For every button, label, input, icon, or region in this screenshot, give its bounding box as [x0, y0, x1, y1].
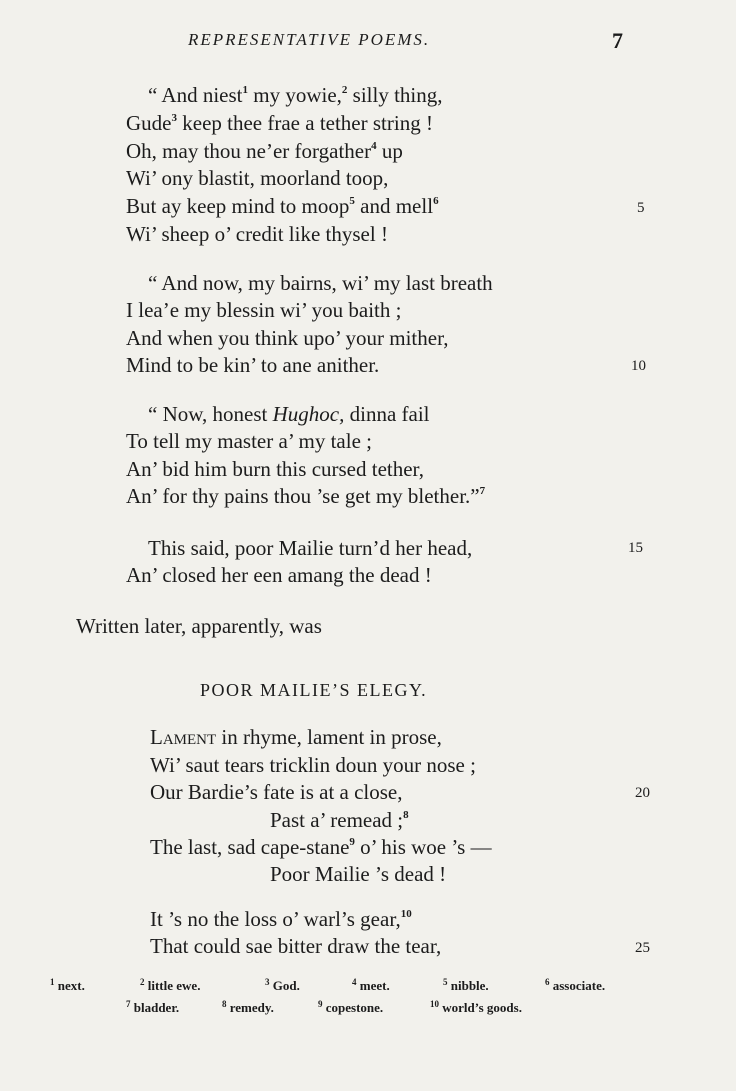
running-header: REPRESENTATIVE POEMS.: [188, 30, 431, 49]
prose-line: Written later, apparently, was: [76, 614, 322, 638]
poem-line: I lea’e my blessin wi’ you baith ;: [126, 298, 402, 322]
footnote: $^3$ God.: [265, 977, 300, 993]
footnote: $^5$ nibble.: [443, 977, 489, 993]
footnote-ref: 2: [341, 84, 348, 96]
poem-line: Lament in rhyme, lament in prose,: [150, 725, 442, 749]
poem-line: But ay keep mind to moop$^5$ and mell$^6$: [126, 194, 439, 218]
poem-line: “ Now, honest Hughoc, dinna fail: [148, 402, 430, 426]
poem-line: It ’s no the loss o’ warl’s gear,$^{10}$: [150, 907, 412, 931]
poem-line: Wi’ ony blastit, moorland toop,: [126, 166, 389, 190]
footnote: $^4$ meet.: [352, 977, 390, 993]
footnote-ref: 4: [371, 140, 377, 152]
line-number: 15: [628, 540, 643, 556]
footnote: $^1$ next.: [50, 977, 85, 993]
poem-line: Oh, may thou ne’er forgather$^4$ up: [126, 139, 403, 163]
footnote-ref: 9: [349, 836, 355, 848]
name-italic: Hughoc,: [272, 402, 345, 426]
poem-line: To tell my master a’ my tale ;: [126, 429, 372, 453]
poem-line: That could sae bitter draw the tear,: [150, 934, 442, 958]
footnote: $^{10}$ world’s goods.: [430, 999, 522, 1015]
footnote-ref: 1: [242, 84, 248, 96]
poem-line: “ And niest$^1$ my yowie,$^2$ silly thing,: [148, 83, 443, 107]
poem-line: “ And now, my bairns, wi’ my last breath: [148, 271, 493, 295]
poem-line: Wi’ saut tears tricklin doun your nose ;: [150, 753, 476, 777]
poem-line: An’ closed her een amang the dead !: [126, 563, 432, 587]
footnote: $^8$ remedy.: [222, 999, 274, 1015]
footnote-ref: 10: [400, 908, 412, 920]
poem-line: An’ bid him burn this cursed tether,: [126, 457, 424, 481]
footnote: $^2$ little ewe.: [140, 977, 201, 993]
footnote-ref: 5: [349, 195, 355, 207]
line-number: 25: [635, 940, 650, 956]
poem-line: Wi’ sheep o’ credit like thysel !: [126, 222, 388, 246]
footnote: $^7$ bladder.: [126, 999, 180, 1015]
poem-line: This said, poor Mailie turn’d her head,: [148, 536, 473, 560]
line-number: 5: [637, 200, 645, 216]
poem-line: Poor Mailie ’s dead !: [270, 862, 447, 886]
poem-line: Mind to be kin’ to ane anither.: [126, 353, 380, 377]
footnote-ref: 6: [433, 195, 439, 207]
poem-line: And when you think upo’ your mither,: [126, 326, 449, 350]
footnote-ref: 8: [403, 809, 409, 821]
poem-line: Gude$^3$ keep thee frae a tether string !: [126, 111, 433, 135]
poem-line: An’ for thy pains thou ’se get my blether.”$^7$: [126, 484, 486, 508]
line-number: 20: [635, 785, 650, 801]
poem-line: Past a’ remead ;$^8$: [270, 808, 409, 832]
page-number: 7: [612, 28, 623, 53]
line-number: 10: [631, 358, 646, 374]
poem-line: Our Bardie’s fate is at a close,: [150, 780, 403, 804]
poem-line: The last, sad cape-stane$^9$ o’ his woe ’s —: [150, 835, 492, 859]
poem-title: POOR MAILIE’S ELEGY.: [200, 680, 428, 700]
footnote: $^6$ associate.: [545, 977, 606, 993]
footnote-ref: 3: [171, 112, 177, 124]
footnote: $^9$ copestone.: [318, 999, 384, 1015]
footnote-ref: 7: [479, 485, 486, 497]
